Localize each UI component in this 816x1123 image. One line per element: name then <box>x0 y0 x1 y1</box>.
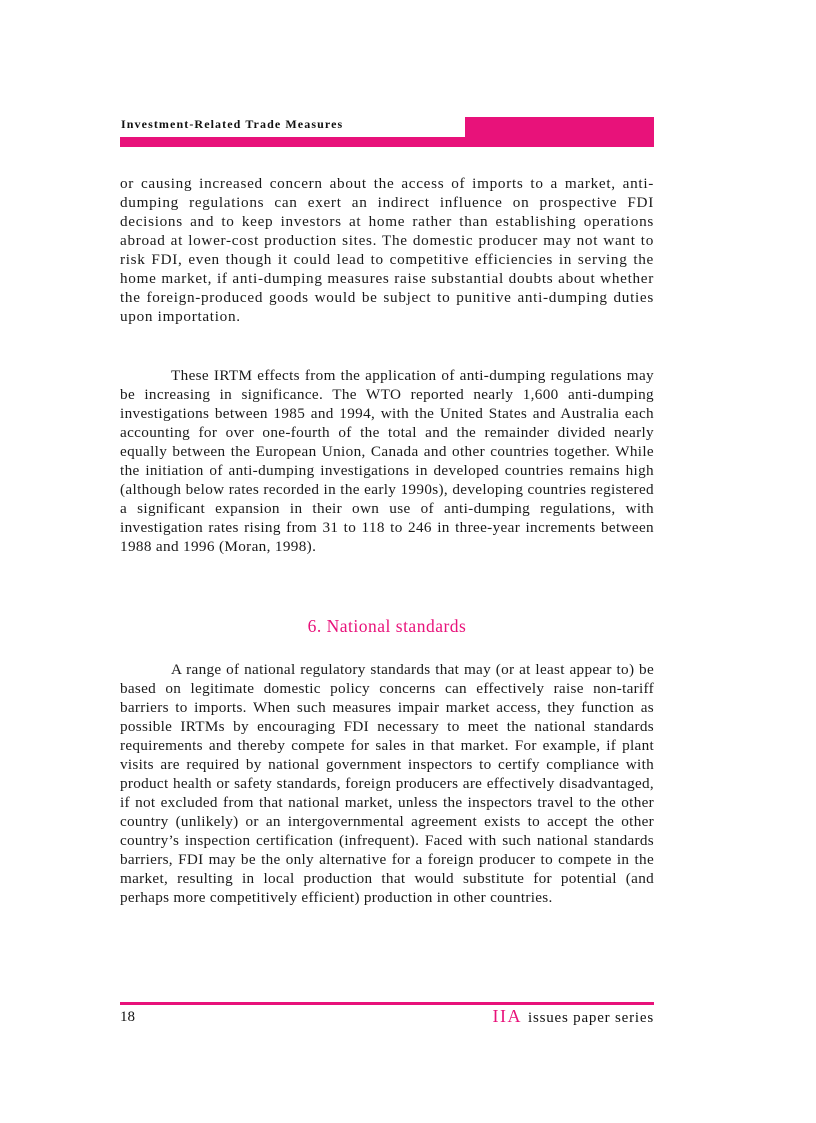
page-number: 18 <box>120 1009 135 1025</box>
body-paragraph-2: These IRTM effects from the application of anti-dumping regulations may be increasing in significance. The WTO reported nearly 1,600 anti-dumping investigations between 1985 and 1994, with the United States and Australia each accounting for over one-fourth of the total and the remainder divided nearly equally between the European Union, Canada and other countries together. While the initiation of anti-dumping investigations in developed countries remains high (although below rates recorded in the early 1990s), developing countries registered a significant expansion in their own use of anti-dumping regulations, with investigation rates rising from 31 to 118 to 246 in three-year increments between 1988 and 1996 (Moran, 1998). <box>120 367 654 555</box>
footer-brand: IIA <box>492 1006 522 1026</box>
header-rule <box>120 137 654 147</box>
section-heading: 6. National standards <box>307 616 467 636</box>
footer-series-label <box>492 1006 654 1027</box>
footer-rule <box>120 1002 654 1005</box>
header-accent-block <box>465 117 654 137</box>
body-paragraph-1: or causing increased concern about the access of imports to a market, anti-dumping regulations can exert an indirect influence on prospective FDI decisions and to keep investors at home rather than establishing operations abroad at lower-cost production sites. The domestic producer may not want to risk FDI, even though it could lead to competitive efficiencies in serving the home market, if anti-dumping measures raise substantial doubts about whether the foreign-produced goods would be subject to punitive anti-dumping duties upon importation. <box>120 175 654 325</box>
running-header-title: Investment-Related Trade Measures <box>121 117 344 131</box>
body-paragraph-3: A range of national regulatory standards that may (or at least appear to) be based on legitimate domestic policy concerns can effectively raise non-tariff barriers to imports. When such measures impair market access, they function as possible IRTMs by encouraging FDI necessary to meet the national standards requirements and thereby compete for sales in that market. For example, if plant visits are required by national government inspectors to certify compliance with product health or safety standards, foreign producers are effectively disadvantaged, if not excluded from that national market, unless the inspectors travel to the other country (unlikely) or an intergovernmental agreement exists to accept the other country’s inspection certification (infrequent). Faced with such national standards barriers, FDI may be the only alternative for a foreign producer to compete in the market, resulting in local production that would substitute for potential (and perhaps more competitively efficient) production in other countries. <box>120 661 654 906</box>
footer-series-text: issues paper series <box>527 1010 654 1026</box>
